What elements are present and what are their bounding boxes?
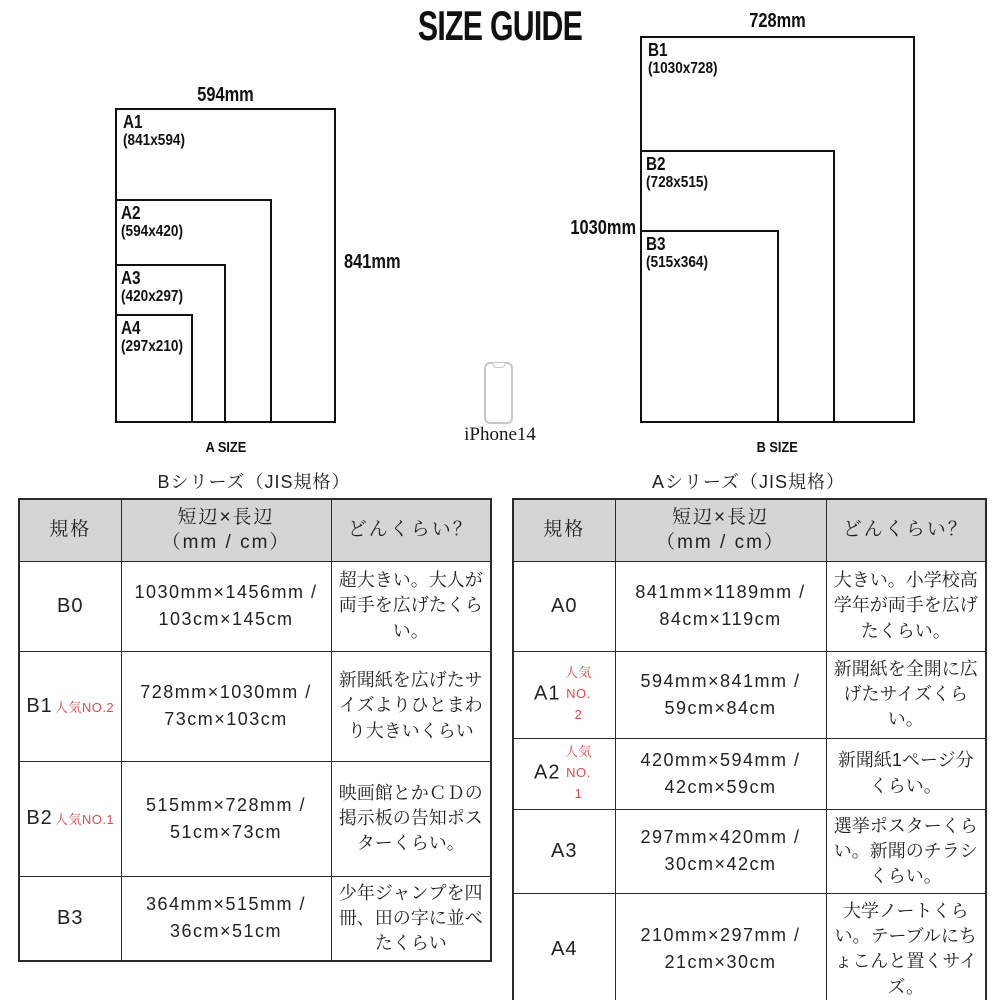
a-diagram-height-label: 841mm	[344, 251, 401, 273]
iphone-label: iPhone14	[464, 424, 536, 445]
header-cell-size-feel: どんくらい？	[331, 499, 491, 561]
a-size-diagram	[115, 108, 336, 423]
header-cell-size-feel: どんくらい？	[826, 499, 986, 561]
popularity-badge: 人気NO.2	[564, 665, 592, 722]
cell-dimensions: 594mm×841mm / 59cm×84cm	[615, 651, 826, 738]
cell-size: B2 人気NO.1	[19, 761, 121, 876]
b-series-table-wrap	[18, 498, 492, 962]
popularity-badge: 人気NO.2	[54, 699, 115, 715]
cell-dimensions: 841mm×1189mm / 84cm×119cm	[615, 561, 826, 651]
iphone-notch	[492, 363, 505, 368]
b-size-diagram	[640, 36, 915, 423]
cell-dimensions: 515mm×728mm / 51cm×73cm	[121, 761, 331, 876]
b2-paper-label: B2 (728x515)	[646, 154, 709, 191]
b3-paper-box	[640, 230, 779, 423]
cell-size: A0	[513, 561, 615, 651]
table-row	[513, 809, 986, 894]
table-row	[19, 651, 491, 761]
table-row	[19, 876, 491, 961]
a-series-table-title: Aシリーズ（JIS規格）	[651, 472, 846, 492]
header-cell-dimensions: 短辺×長辺 （mm / cm）	[615, 499, 826, 561]
cell-size: B1 人気NO.2	[19, 651, 121, 761]
cell-dimensions: 297mm×420mm / 30cm×42cm	[615, 809, 826, 894]
a2-paper-label: A2 (594x420)	[121, 203, 184, 240]
cell-description: 選挙ポスターくらい。新聞のチラシくらい。	[826, 809, 986, 894]
table-row	[513, 651, 986, 738]
b1-paper-label: B1 (1030x728)	[648, 40, 718, 77]
header-cell-standard: 規格	[19, 499, 121, 561]
cell-description: 新聞紙1ページ分くらい。	[826, 738, 986, 809]
a1-paper-label: A1 (841x594)	[123, 112, 186, 149]
b3-paper-label: B3 (515x364)	[646, 234, 709, 271]
b-size-caption: B SIZE	[756, 439, 799, 456]
table-row	[513, 561, 986, 651]
cell-size: A1人気NO.2	[513, 651, 615, 738]
table-row	[19, 561, 491, 651]
a3-paper-label: A3 (420x297)	[121, 268, 184, 305]
cell-dimensions: 1030mm×1456mm / 103cm×145cm	[121, 561, 331, 651]
cell-dimensions: 728mm×1030mm / 73cm×103cm	[121, 651, 331, 761]
cell-dimensions: 420mm×594mm / 42cm×59cm	[615, 738, 826, 809]
popularity-badge: 人気NO.1	[54, 812, 115, 827]
a4-paper-label: A4 (297x210)	[121, 318, 184, 355]
a-series-table	[512, 498, 987, 1000]
cell-description: 大学ノートくらい。テーブルにちょこんと置くサイズ。	[826, 894, 986, 1000]
cell-dimensions: 364mm×515mm / 36cm×51cm	[121, 876, 331, 961]
a-size-caption: A SIZE	[205, 439, 246, 456]
iphone-icon	[484, 362, 513, 424]
b-diagram-width-label: 728mm	[749, 10, 806, 32]
b-diagram-height-label: 1030mm	[570, 217, 636, 239]
table-row	[513, 894, 986, 1000]
header-cell-dimensions: 短辺×長辺 （mm / cm）	[121, 499, 331, 561]
cell-description: 新聞紙を全開に広げたサイズくらい。	[826, 651, 986, 738]
table-row	[513, 738, 986, 809]
a-series-table-wrap	[512, 498, 987, 1000]
table-row	[19, 761, 491, 876]
header-cell-standard: 規格	[513, 499, 615, 561]
cell-size: B0	[19, 561, 121, 651]
cell-description: 映画館とかＣＤの掲示板の告知ポスターくらい。	[331, 761, 491, 876]
popularity-badge: 人気NO.1	[564, 744, 592, 801]
cell-description: 大きい。小学校高学年が両手を広げたくらい。	[826, 561, 986, 651]
a-diagram-width-label: 594mm	[197, 84, 254, 106]
b-table-header-row	[19, 499, 491, 561]
page-title-text: SIZE GUIDE	[417, 2, 583, 49]
a-table-header-row	[513, 499, 986, 561]
cell-size: A3	[513, 809, 615, 894]
cell-size: B3	[19, 876, 121, 961]
cell-description: 新聞紙を広げたサイズよりひとまわり大きいくらい	[331, 651, 491, 761]
b-series-table-title: Bシリーズ（JIS規格）	[157, 472, 351, 492]
a4-paper-box	[115, 314, 193, 423]
cell-size: A2人気NO.1	[513, 738, 615, 809]
cell-description: 少年ジャンプを四冊、田の字に並べたくらい	[331, 876, 491, 961]
b-series-table	[18, 498, 492, 962]
cell-description: 超大きい。大人が両手を広げたくらい。	[331, 561, 491, 651]
cell-dimensions: 210mm×297mm / 21cm×30cm	[615, 894, 826, 1000]
cell-size: A4	[513, 894, 615, 1000]
